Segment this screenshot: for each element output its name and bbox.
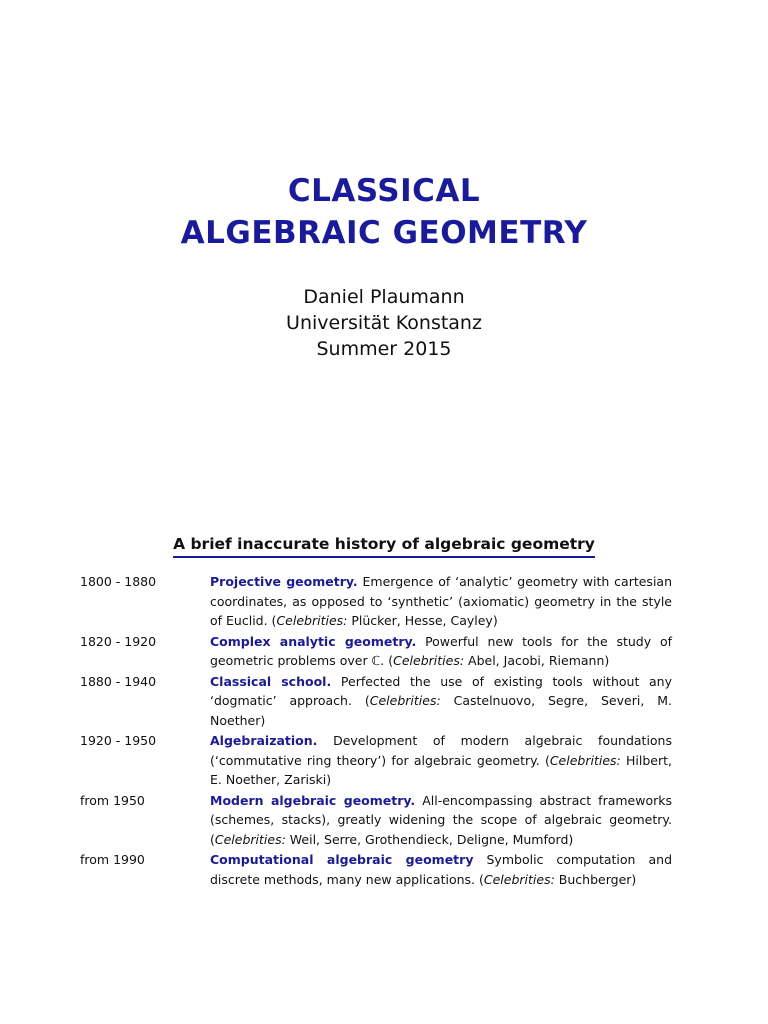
celebrities-label: Celebrities: bbox=[393, 653, 465, 668]
title-line-2: ALGEBRAIC GEOMETRY bbox=[180, 215, 588, 251]
history-entry bbox=[80, 632, 672, 671]
entry-topic: Classical school. bbox=[210, 673, 332, 689]
history-entry bbox=[80, 791, 672, 850]
history-entry bbox=[80, 731, 672, 790]
author-institution: Universität Konstanz bbox=[286, 312, 482, 334]
title-line-1: CLASSICAL bbox=[287, 173, 481, 209]
entry-text: Algebraization. Development of modern algebraic foundations (‘commutative ring theory’) for algebraic geometry. (Celebrities: Hilbert, E. Noether, Zariski) bbox=[210, 733, 672, 787]
entry-text: Classical school. Perfected the use of existing tools without any ‘dogmatic’ approach. (Celebrities: Castelnuovo, Segre, Severi, M. Noether) bbox=[210, 673, 673, 728]
celebrities-label: Celebrities: bbox=[214, 831, 286, 847]
entry-celebrities: Buchberger bbox=[558, 871, 632, 887]
celebrities-label: Celebrities: bbox=[483, 871, 555, 887]
entry-description: Symbolic computation and discrete methods, many new applications. bbox=[210, 852, 673, 887]
entry-years: from 1990 bbox=[80, 852, 145, 867]
entry-topic: Projective geometry. bbox=[210, 574, 358, 589]
entry-text: Computational algebraic geometry Symbolic computation and discrete methods, many new applications. (Celebrities: Buchberger) bbox=[210, 852, 673, 887]
history-entry bbox=[80, 672, 672, 731]
entry-celebrities: Hilbert, E. Noether, Zariski bbox=[210, 752, 672, 787]
history-heading bbox=[0, 533, 768, 558]
entry-topic: Algebraization. bbox=[210, 733, 318, 748]
entry-description: Development of modern algebraic foundations (‘commutative ring theory’) for algebraic geometry. bbox=[210, 733, 672, 768]
entry-text: Modern algebraic geometry. All-encompassing abstract frameworks (schemes, stacks), greatly widening the scope of algebraic geometry. (Celebrities: Weil, Serre, Grothendieck, Deligne, Mumford) bbox=[210, 792, 673, 847]
entry-celebrities: Plücker, Hesse, Cayley bbox=[351, 613, 493, 628]
celebrities-label: Celebrities: bbox=[276, 613, 348, 628]
entry-years: 1920 - 1950 bbox=[80, 733, 157, 748]
author-block bbox=[0, 284, 768, 362]
history-list bbox=[80, 572, 672, 890]
entry-text: Projective geometry. Emergence of ‘analytic’ geometry with cartesian coordinates, as opposed to ‘synthetic’ (axiomatic) geometry in the style of Euclid. (Celebrities: Plücker, Hesse, Cayley) bbox=[210, 574, 672, 628]
history-heading-text: A brief inaccurate history of algebraic geometry bbox=[173, 533, 595, 558]
history-entry bbox=[80, 572, 672, 631]
entry-years: 1820 - 1920 bbox=[80, 633, 157, 649]
history-entry bbox=[80, 850, 672, 889]
entry-description: Perfected the use of existing tools without any ‘dogmatic’ approach. bbox=[210, 673, 673, 708]
entry-celebrities: Castelnuovo, Segre, Severi, M. Noether bbox=[210, 693, 672, 728]
entry-celebrities: Abel, Jacobi, Riemann bbox=[468, 653, 605, 668]
entry-years: 1880 - 1940 bbox=[80, 673, 157, 689]
celebrities-label: Celebrities: bbox=[369, 693, 441, 708]
document-title bbox=[0, 170, 768, 254]
entry-topic: Modern algebraic geometry. bbox=[210, 792, 416, 808]
course-term: Summer 2015 bbox=[316, 338, 452, 360]
entry-years: from 1950 bbox=[80, 792, 145, 808]
entry-description: Emergence of ‘analytic’ geometry with cartesian coordinates, as opposed to ‘synthetic’ (axiomatic) geometry in the style of Euclid. bbox=[210, 574, 672, 628]
entry-years: 1800 - 1880 bbox=[80, 574, 157, 589]
celebrities-label: Celebrities: bbox=[549, 752, 621, 768]
entry-description: Powerful new tools for the study of geometric problems over ℂ. bbox=[210, 633, 672, 668]
entry-description: All-encompassing abstract frameworks (schemes, stacks), greatly widening the scope of algebraic geometry. bbox=[210, 792, 673, 827]
entry-topic: Computational algebraic geometry bbox=[210, 852, 474, 867]
entry-celebrities: Weil, Serre, Grothendieck, Deligne, Mumford bbox=[289, 831, 569, 847]
entry-topic: Complex analytic geometry. bbox=[210, 633, 417, 649]
author-name: Daniel Plaumann bbox=[303, 286, 465, 308]
entry-text: Complex analytic geometry. Powerful new tools for the study of geometric problems over ℂ. (Celebrities: Abel, Jacobi, Riemann) bbox=[210, 633, 672, 668]
